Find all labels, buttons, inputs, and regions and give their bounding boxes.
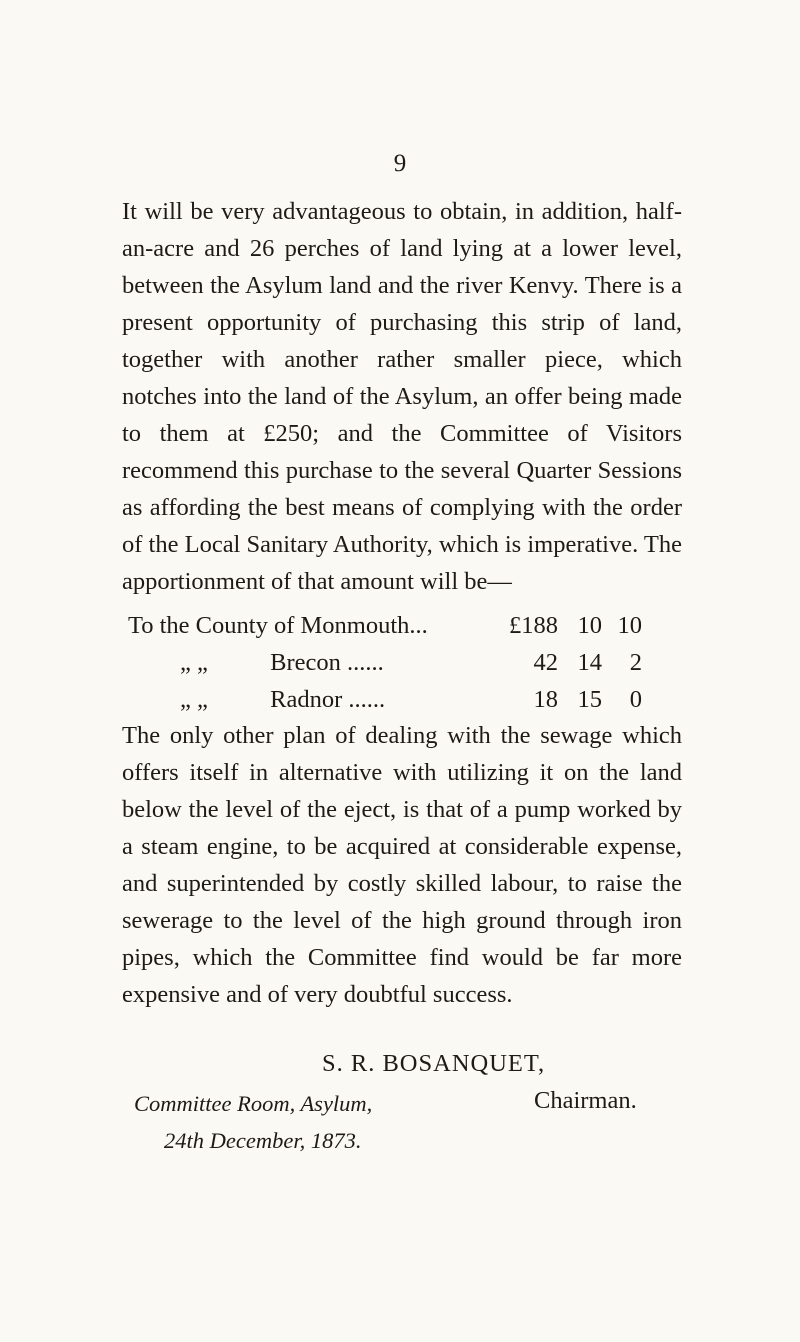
amount: [488, 644, 642, 681]
ditto-marks: „ „: [180, 686, 208, 713]
amount-shillings: 14: [577, 649, 602, 676]
county-name: Brecon ......: [270, 649, 384, 676]
signature-name: S. R. BOSANQUET,: [322, 1050, 546, 1077]
page-number: 9: [393, 150, 407, 177]
amount-pence: 10: [617, 612, 642, 639]
apportionment-row-radnor: [128, 681, 648, 718]
amount-shillings: 15: [577, 686, 602, 713]
paragraph-alternative: The only other plan of dealing with the sewage which offers itself in alternative with utilizing it on the land below the level of the eject, is that of a pump worked by a steam engine, to be acquired at considerable expense, and superintended by costly skilled labour, to raise the sewerage to the level of the high ground through iron pipes, which the Committee find would be far more expensive and of very doubtful success.: [122, 722, 682, 1008]
amount-pounds: 18: [533, 686, 558, 713]
amount-pounds: 42: [533, 649, 558, 676]
county-prefix: To the County of: [128, 612, 295, 639]
amount-pounds: £188: [509, 612, 558, 639]
amount-shillings: 10: [577, 612, 602, 639]
apportionment-row-monmouth: [128, 607, 648, 644]
date-line: 24th December, 1873.: [164, 1128, 362, 1153]
ditto-marks: „ „: [180, 649, 208, 676]
amount: [488, 681, 642, 718]
amount-pence: 0: [629, 686, 642, 713]
body-text: [122, 193, 682, 600]
signature-title: Chairman.: [534, 1087, 637, 1114]
apportionment-row-brecon: [128, 644, 648, 681]
county-name: Radnor ......: [270, 686, 386, 713]
amount-pence: 2: [629, 649, 642, 676]
county-name: Monmouth...: [300, 612, 428, 639]
apportionment-table: [128, 607, 648, 718]
place-line: Committee Room, Asylum,: [134, 1091, 373, 1116]
paragraph-purchase: It will be very advantageous to obtain, in addition, half-an-acre and 26 perches of land lying at a lower level, between the Asylum land and the river Kenvy. There is a present opportunity of purchasing this strip of land, together with another rather smaller piece, which notches into the land of the Asylum, an offer being made to them at £250; and the Committee of Visitors recommend this purchase to the several Quarter Sessions as affording the best means of complying with the order of the Local Sanitary Authority, which is imperative. The apportionment of that amount will be—: [122, 198, 682, 595]
amount: [488, 607, 642, 644]
